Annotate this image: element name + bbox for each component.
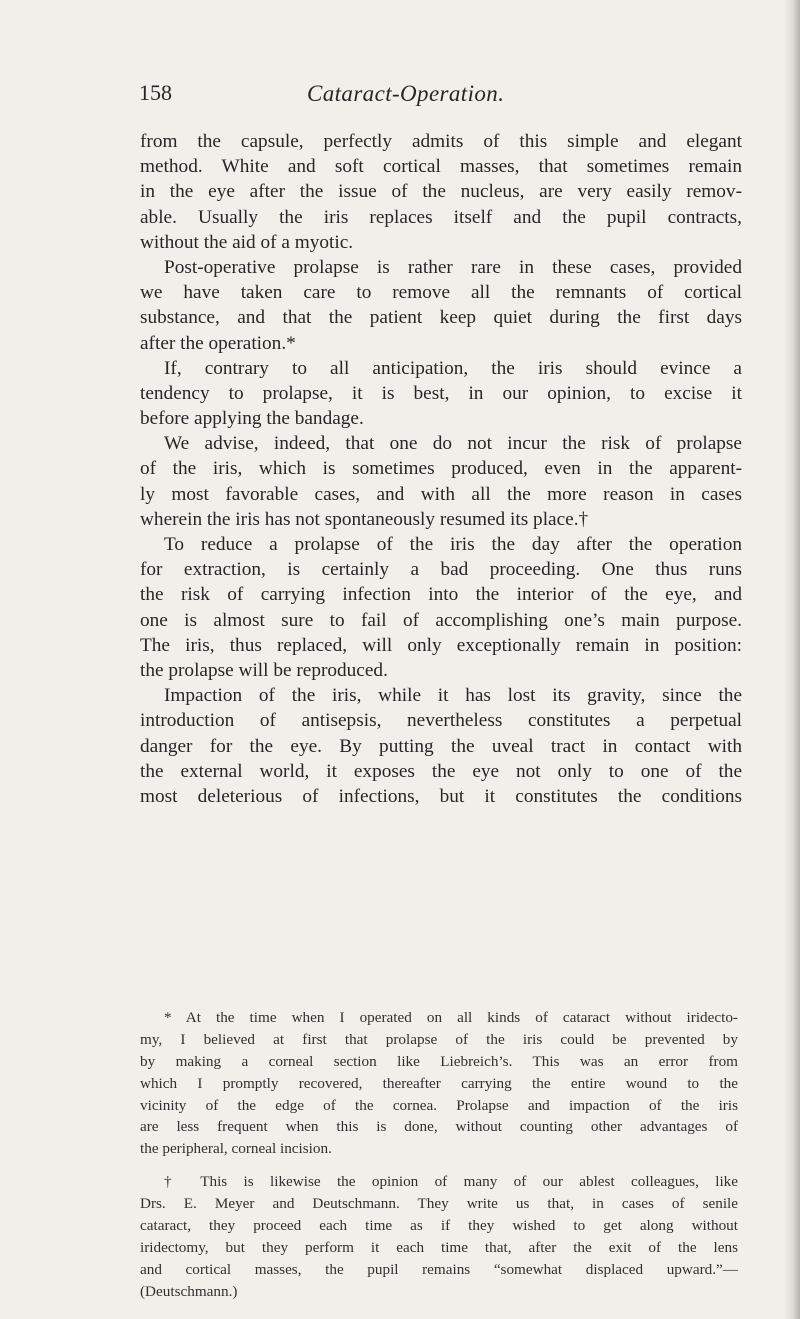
text-line: the risk of carrying infection into the interior of the eye, and [140,584,742,606]
paragraph-first-line: To reduce a prolapse of the iris the day after the operation [164,534,742,555]
text-line: substance, and that the patient keep quiet during the first days [140,307,742,329]
text-line: of the iris, which is sometimes produced, even in the apparent- [140,458,742,480]
text-line: wherein the iris has not spontaneously resumed its place.† [140,508,589,530]
footnote-line: (Deutschmann.) [140,1282,238,1300]
paragraph-first-line: Impaction of the iris, while it has lost its gravity, since the [164,685,742,707]
text-line: able. Usually the iris replaces itself and the pupil contracts, [140,206,742,228]
footnote-line: are less frequent when this is done, without counting other advantages of [140,1118,738,1136]
text-line: before applying the bandage. [140,408,364,430]
footnote-2 [140,1171,738,1302]
footnote-line: † This is likewise the opinion of many of our ablest colleagues, like [164,1173,738,1191]
page-edge-shadow [784,0,800,1319]
main-text [140,129,742,809]
text-line: after the operation.* [140,332,296,354]
footnote-line: vicinity of the edge of the cornea. Prolapse and impaction of the iris [140,1096,738,1114]
text-line: the external world, it exposes the eye not only to one of the [140,760,742,782]
footnote-line: by making a corneal section like Liebreich’s. This was an error from [140,1052,738,1070]
text-line: for extraction, is certainly a bad proceeding. One thus runs [140,559,742,581]
footnote-line: cataract, they proceed each time as if they wished to get along without [140,1217,738,1235]
footnote-spacer [140,1160,738,1171]
text-line: method. White and soft cortical masses, that sometimes remain [140,156,742,178]
text-line: in the eye after the issue of the nucleus, are very easily remov- [140,181,742,203]
text-line: we have taken care to remove all the remnants of cortical [140,282,742,304]
running-title: Cataract-Operation. [307,81,505,106]
text-line: danger for the eye. By putting the uveal tract in contact with [140,735,742,757]
paragraph-first-line: If, contrary to all anticipation, the iris should evince a [164,357,742,379]
text-line: the prolapse will be reproduced. [140,659,388,681]
footnote-line: and cortical masses, the pupil remains “somewhat displaced upward.”— [140,1260,738,1278]
footnote-line: Drs. E. Meyer and Deutschmann. They write us that, in cases of senile [140,1195,738,1213]
page-number: 158 [139,80,172,105]
footnote-line: * At the time when I operated on all kinds of cataract without iridecto- [164,1009,738,1026]
footnote-line: iridectomy, but they perform it each time that, after the exit of the lens [140,1238,738,1256]
text-line: most deleterious of infections, but it constitutes the conditions [140,785,742,807]
paragraph-first-line: We advise, indeed, that one do not incur the risk of prolapse [164,433,742,455]
footnote-line: the peripheral, corneal incision. [140,1140,332,1158]
paragraph-first-line: Post-operative prolapse is rather rare in these cases, provided [164,256,742,278]
text-line: from the capsule, perfectly admits of this simple and elegant [140,131,742,152]
text-line: without the aid of a myotic. [140,231,354,253]
footnotes [140,1007,738,1303]
footnote-1 [140,1007,738,1160]
text-line: ly most favorable cases, and with all the more reason in cases [140,483,742,505]
footnote-line: which I promptly recovered, thereafter carrying the entire wound to the [140,1074,738,1092]
text-line: introduction of antisepsis, nevertheless constitutes a perpetual [140,710,742,732]
text-line: tendency to prolapse, it is best, in our opinion, to excise it [140,382,742,404]
text-line: The iris, thus replaced, will only exceptionally remain in position: [140,634,742,656]
footnote-line: my, I believed at first that prolapse of the iris could be prevented by [140,1030,738,1048]
text-line: one is almost sure to fail of accomplishing one’s main purpose. [140,609,742,631]
